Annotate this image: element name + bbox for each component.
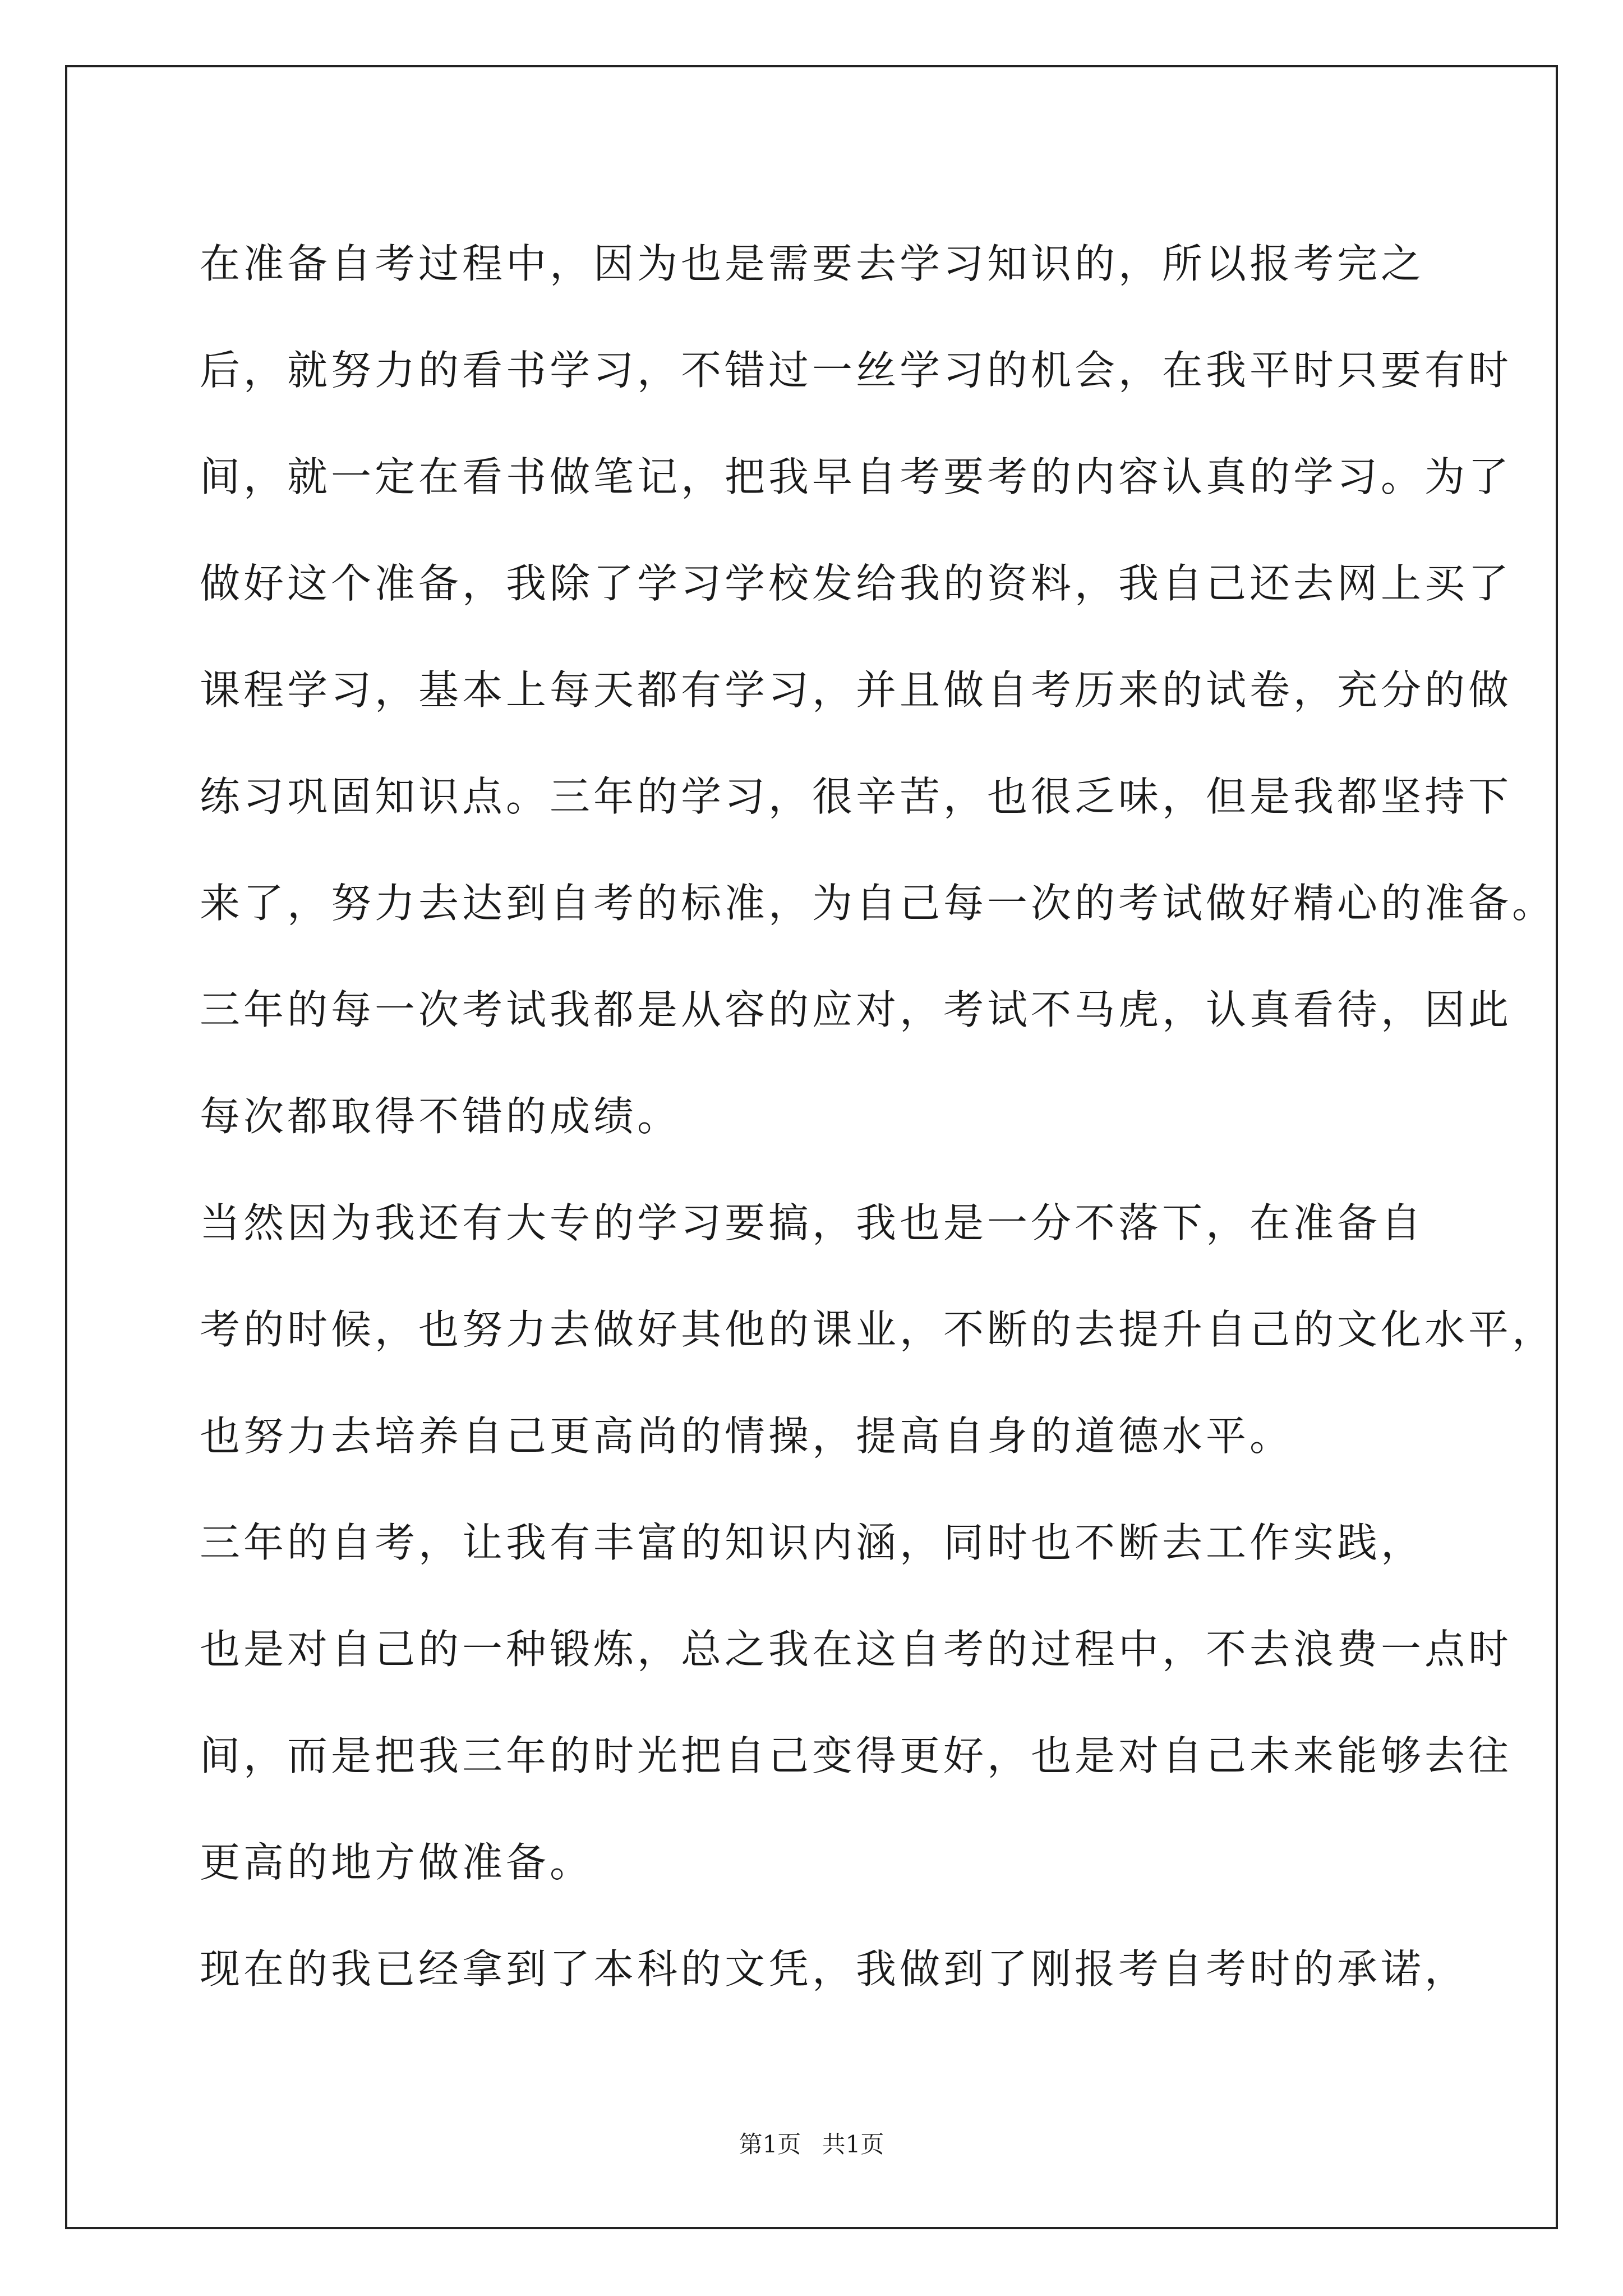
text-line: 也努力去培养自己更高尚的情操，提高自身的道德水平。 bbox=[200, 1412, 1294, 1460]
text-line: 练习巩固知识点。三年的学习，很辛苦，也很乏味，但是我都坚持下 bbox=[200, 773, 1513, 820]
page-footer bbox=[0, 2126, 1623, 2160]
text-line: 更高的地方做准备。 bbox=[200, 1839, 594, 1886]
text-line: 间，而是把我三年的时光把自己变得更好，也是对自己未来能够去往 bbox=[200, 1732, 1513, 1779]
text-line: 每次都取得不错的成绩。 bbox=[200, 1093, 681, 1140]
page-total: 共1页 bbox=[822, 2131, 884, 2158]
text-line: 间，就一定在看书做笔记，把我早自考要考的内容认真的学习。为了 bbox=[200, 453, 1513, 500]
page-number: 第1页 bbox=[739, 2131, 801, 2158]
text-line: 考的时候，也努力去做好其他的课业，不断的去提升自己的文化水平， bbox=[200, 1306, 1556, 1353]
document-body bbox=[200, 210, 1556, 2022]
text-line: 后，就努力的看书学习，不错过一丝学习的机会，在我平时只要有时 bbox=[200, 347, 1513, 394]
text-line: 在准备自考过程中，因为也是需要去学习知识的，所以报考完之 bbox=[200, 240, 1425, 287]
text-line: 来了，努力去达到自考的标准，为自己每一次的考试做好精心的准备。 bbox=[200, 880, 1556, 927]
text-line: 当然因为我还有大专的学习要搞，我也是一分不落下，在准备自 bbox=[200, 1199, 1425, 1246]
text-line: 现在的我已经拿到了本科的文凭，我做到了刚报考自考时的承诺， bbox=[200, 1945, 1469, 1993]
text-line: 课程学习，基本上每天都有学习，并且做自考历来的试卷，充分的做 bbox=[200, 666, 1513, 714]
text-line: 也是对自己的一种锻炼，总之我在这自考的过程中，不去浪费一点时 bbox=[200, 1626, 1513, 1673]
text-line: 三年的自考，让我有丰富的知识内涵，同时也不断去工作实践， bbox=[200, 1519, 1425, 1566]
text-line: 三年的每一次考试我都是从容的应对，考试不马虎，认真看待，因此 bbox=[200, 986, 1513, 1033]
text-line: 做好这个准备，我除了学习学校发给我的资料，我自己还去网上买了 bbox=[200, 560, 1513, 607]
